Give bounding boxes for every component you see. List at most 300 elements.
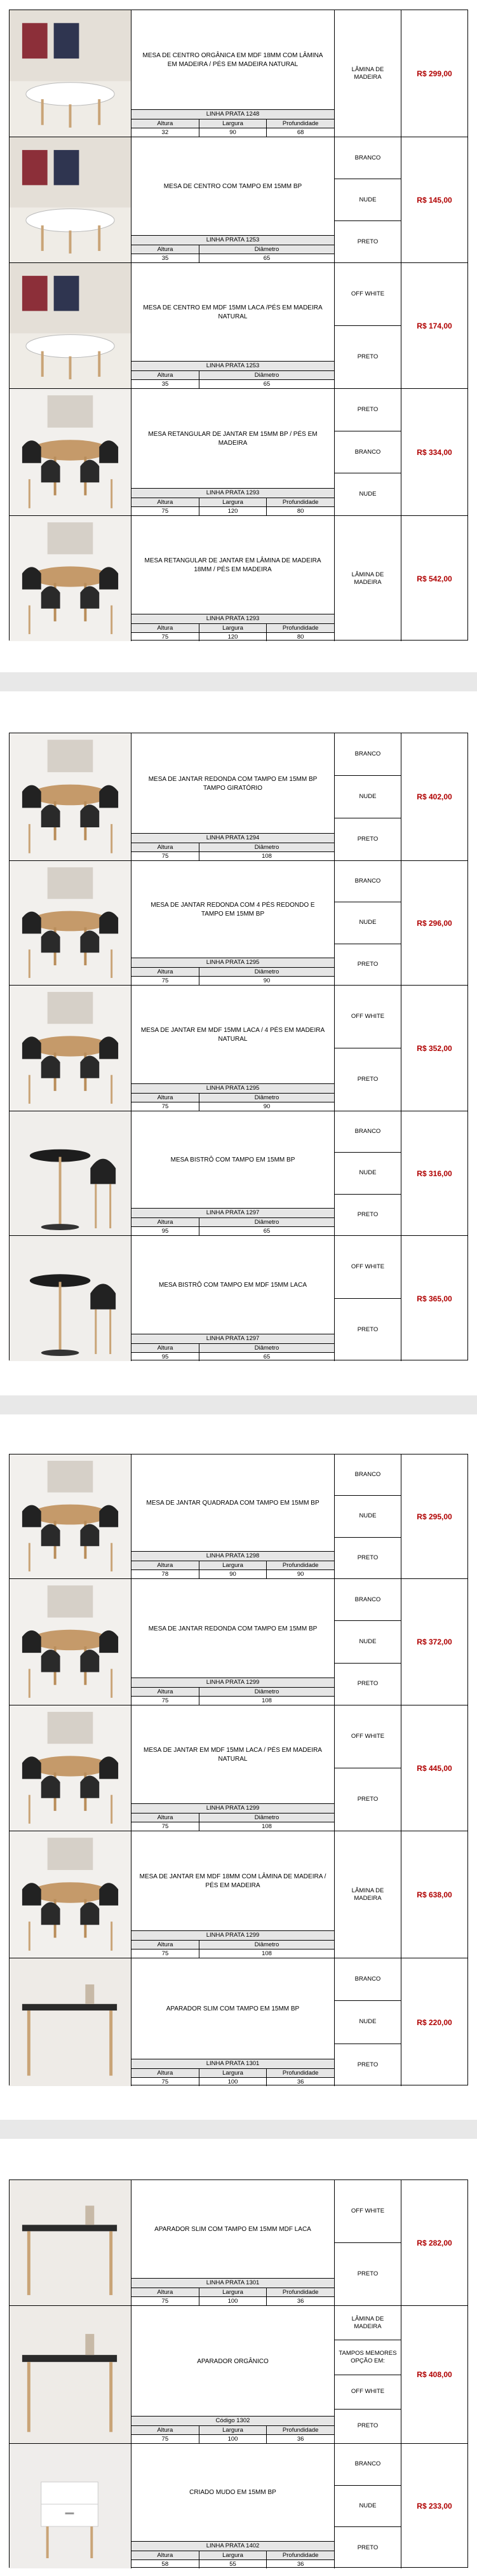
- bistro-table-photo: [10, 1111, 131, 1235]
- dimension-label: Largura: [199, 2426, 267, 2435]
- dimension-header: [131, 498, 334, 507]
- catalog-page: [9, 2179, 468, 2568]
- dimension-value: 36: [297, 2561, 304, 2568]
- product-specs: [131, 614, 334, 641]
- dimension-value: 68: [297, 129, 304, 136]
- dimension-label: Diâmetro: [199, 1094, 334, 1102]
- dimension-value: 108: [262, 1950, 272, 1957]
- dimension-label: Altura: [131, 2288, 199, 2297]
- product-price: R$ 174,00: [417, 321, 452, 330]
- dimension-value: 36: [297, 2078, 304, 2085]
- dimension-value: 75: [131, 1822, 199, 1831]
- product-price: R$ 638,00: [417, 1890, 452, 1899]
- product-description-cell: [131, 1236, 335, 1361]
- color-option: NUDE: [335, 2001, 401, 2044]
- product-description: MESA BISTRÔ COM TAMPO EM 15MM BP: [170, 1156, 295, 1163]
- product-description: MESA DE JANTAR REDONDA COM TAMPO EM 15MM BP TAMPO GIRATÓRIO: [148, 775, 318, 792]
- color-option: PRETO: [335, 389, 401, 431]
- product-line: LINHA PRATA 1295: [131, 1083, 334, 1094]
- color-option: BRANCO: [335, 1111, 401, 1153]
- color-option: LÂMINA DE MADEIRA: [351, 1887, 384, 1902]
- color-options: [335, 263, 401, 388]
- color-options: [335, 1705, 401, 1831]
- dimension-header: [131, 2069, 334, 2078]
- dimension-label: Profundidade: [267, 2426, 334, 2435]
- product-description: MESA DE JANTAR REDONDA COM 4 PÉS REDONDO E TAMPO EM 15MM BP: [151, 902, 315, 918]
- product-description: APARADOR SLIM COM TAMPO EM 15MM MDF LACA: [154, 2226, 311, 2233]
- product-specs: [131, 833, 334, 860]
- dimension-label: Diâmetro: [199, 1344, 334, 1353]
- product-line: LINHA PRATA 1293: [131, 614, 334, 624]
- product-price: R$ 295,00: [417, 1512, 452, 1521]
- product-specs: [131, 361, 334, 388]
- product-row: [10, 986, 467, 1111]
- dimension-values: [131, 1102, 334, 1111]
- dimension-values: [131, 2560, 334, 2568]
- dimension-value: 90: [297, 1571, 304, 1578]
- color-options: [335, 1579, 401, 1705]
- dimension-value: 65: [263, 255, 271, 262]
- dining-set-photo: [10, 1831, 131, 1958]
- color-options: [335, 1958, 401, 2086]
- product-price: R$ 352,00: [417, 1043, 452, 1053]
- product-line: LINHA PRATA 1402: [131, 2541, 334, 2551]
- product-description-cell: [131, 389, 335, 515]
- dimension-label: Largura: [199, 624, 267, 633]
- dimension-label: Altura: [131, 1941, 199, 1949]
- dining-set-photo: [10, 389, 131, 515]
- dimension-values: [131, 1949, 334, 1958]
- dimension-value: 120: [199, 633, 267, 641]
- dimension-values: [131, 1353, 334, 1361]
- product-description: CRIADO MUDO EM 15MM BP: [189, 2489, 276, 2496]
- dimension-header: [131, 968, 334, 977]
- product-line: LINHA PRATA 1248: [131, 109, 334, 119]
- dimension-label: Altura: [131, 843, 199, 852]
- dimension-label: Largura: [199, 119, 267, 128]
- dimension-label: Altura: [131, 1561, 199, 1570]
- dimension-values: [131, 380, 334, 388]
- product-description-cell: [131, 986, 335, 1111]
- dimension-values: [131, 977, 334, 985]
- dimension-header: [131, 1688, 334, 1697]
- product-row: [10, 137, 467, 263]
- dimension-label: Largura: [199, 1561, 267, 1570]
- product-description: MESA RETANGULAR DE JANTAR EM LÂMINA DE MADEIRA 18MM / PÉS EM MADEIRA: [144, 557, 321, 573]
- dimension-value: 75: [131, 1102, 199, 1111]
- dimension-value: 35: [131, 254, 199, 262]
- product-price: R$ 316,00: [417, 1169, 452, 1178]
- dimension-values: [131, 2435, 334, 2443]
- product-specs: [131, 2541, 334, 2568]
- color-option: LÂMINA DE MADEIRA: [351, 65, 384, 81]
- product-specs: [131, 1930, 334, 1958]
- product-line: LINHA PRATA 1299: [131, 1803, 334, 1813]
- dining-set-photo: [10, 861, 131, 985]
- product-row: [10, 861, 467, 986]
- dimension-value: 100: [199, 2078, 267, 2086]
- product-description: MESA DE CENTRO COM TAMPO EM 15MM BP: [163, 183, 302, 190]
- dimension-label: Altura: [131, 968, 199, 977]
- color-option: PRETO: [357, 1554, 379, 1561]
- dimension-label: Diâmetro: [199, 968, 334, 977]
- color-options: [335, 2444, 401, 2568]
- dimension-label: Profundidade: [267, 624, 334, 633]
- dimension-values: [131, 507, 334, 515]
- color-option: NUDE: [335, 1153, 401, 1194]
- color-option: BRANCO: [335, 1579, 401, 1621]
- dimension-label: Altura: [131, 1344, 199, 1353]
- dimension-label: Altura: [131, 1813, 199, 1822]
- color-option: PRETO: [357, 2270, 379, 2277]
- dining-set-photo: [10, 733, 131, 860]
- color-option: OFF WHITE: [335, 1236, 401, 1299]
- dimension-label: Altura: [131, 2426, 199, 2435]
- product-line: LINHA PRATA 1298: [131, 1551, 334, 1561]
- color-option: BRANCO: [335, 137, 401, 179]
- dimension-value: 100: [199, 2435, 267, 2443]
- dimension-value: 75: [131, 2435, 199, 2443]
- product-description: MESA DE JANTAR REDONDA COM TAMPO EM 15MM BP: [148, 1625, 318, 1632]
- color-option: LÂMINA DE MADEIRA: [351, 571, 384, 586]
- color-options: [335, 2306, 401, 2443]
- console-table-photo: [10, 2180, 131, 2305]
- product-price: R$ 299,00: [417, 69, 452, 78]
- dimension-value: 75: [131, 2297, 199, 2305]
- dimension-label: Profundidade: [267, 498, 334, 507]
- catalog-page: [9, 1454, 468, 2085]
- product-row: [10, 389, 467, 516]
- dimension-value: 90: [199, 128, 267, 137]
- color-option: PRETO: [357, 960, 379, 968]
- color-options: [335, 10, 401, 137]
- dimension-label: Profundidade: [267, 2069, 334, 2078]
- product-description-cell: [131, 263, 335, 388]
- dimension-value: 75: [131, 1949, 199, 1958]
- color-option: PRETO: [357, 2544, 379, 2551]
- dimension-label: Profundidade: [267, 119, 334, 128]
- dimension-values: [131, 1697, 334, 1705]
- dining-set-photo: [10, 1705, 131, 1831]
- dimension-label: Largura: [199, 2551, 267, 2560]
- product-specs: [131, 109, 334, 137]
- product-line: LINHA PRATA 1294: [131, 833, 334, 843]
- dimension-header: [131, 843, 334, 852]
- dimension-value: 90: [199, 1570, 267, 1578]
- product-row: [10, 1958, 467, 2086]
- product-price: R$ 402,00: [417, 792, 452, 801]
- color-option: PRETO: [357, 1326, 379, 1333]
- product-line: LINHA PRATA 1297: [131, 1334, 334, 1344]
- bistro-table-photo: [10, 1236, 131, 1361]
- product-specs: [131, 2278, 334, 2305]
- color-option: NUDE: [335, 1621, 401, 1663]
- dimension-value: 32: [131, 128, 199, 137]
- dining-set-photo: [10, 516, 131, 641]
- dimension-label: Diâmetro: [199, 1218, 334, 1227]
- color-option: NUDE: [335, 1496, 401, 1537]
- dimension-label: Altura: [131, 624, 199, 633]
- product-price: R$ 365,00: [417, 1294, 452, 1303]
- dimension-value: 36: [297, 2298, 304, 2305]
- product-description: APARADOR SLIM COM TAMPO EM 15MM BP: [166, 2005, 300, 2012]
- dimension-label: Altura: [131, 2069, 199, 2078]
- dimension-value: 55: [199, 2560, 267, 2568]
- dimension-value: 75: [131, 633, 199, 641]
- product-specs: [131, 1803, 334, 1831]
- console-table-photo: [10, 2306, 131, 2443]
- dimension-header: [131, 245, 334, 254]
- color-options: [335, 516, 401, 641]
- color-option: OFF WHITE: [335, 263, 401, 326]
- product-specs: [131, 1334, 334, 1361]
- dimension-label: Profundidade: [267, 1561, 334, 1570]
- color-option: BRANCO: [335, 1958, 401, 2001]
- product-row: [10, 2180, 467, 2306]
- product-line: LINHA PRATA 1293: [131, 488, 334, 498]
- dimension-header: [131, 1094, 334, 1102]
- dimension-values: [131, 852, 334, 860]
- page-separator: [0, 672, 477, 691]
- product-row: [10, 2306, 467, 2444]
- product-specs: [131, 958, 334, 985]
- product-description-cell: [131, 733, 335, 860]
- dimension-value: 80: [297, 508, 304, 515]
- dimension-label: Diâmetro: [199, 843, 334, 852]
- color-option: PRETO: [357, 1076, 379, 1083]
- dimension-label: Altura: [131, 1218, 199, 1227]
- product-price: R$ 445,00: [417, 1763, 452, 1773]
- product-price: R$ 145,00: [417, 195, 452, 205]
- product-price: R$ 233,00: [417, 2502, 452, 2511]
- dimension-label: Diâmetro: [199, 245, 334, 254]
- product-line: LINHA PRATA 1299: [131, 1930, 334, 1941]
- product-line: LINHA PRATA 1299: [131, 1678, 334, 1688]
- nightstand-photo: [10, 2444, 131, 2568]
- color-options: [335, 2180, 401, 2305]
- product-row: [10, 1454, 467, 1579]
- product-row: [10, 516, 467, 641]
- dimension-value: 95: [131, 1353, 199, 1361]
- color-option: BRANCO: [335, 2444, 401, 2486]
- product-line: LINHA PRATA 1301: [131, 2278, 334, 2288]
- dimension-value: 75: [131, 507, 199, 515]
- dimension-values: [131, 254, 334, 262]
- dimension-label: Profundidade: [267, 2288, 334, 2297]
- color-option: OFF WHITE: [335, 2375, 401, 2410]
- dimension-label: Largura: [199, 2288, 267, 2297]
- dimension-label: Diâmetro: [199, 1941, 334, 1949]
- dining-set-photo: [10, 1579, 131, 1705]
- dimension-header: [131, 1941, 334, 1949]
- product-description: MESA DE CENTRO ORGÂNICA EM MDF 18MM COM LÂMINA EM MADEIRA / PÉS EM MADEIRA NATURAL: [142, 52, 323, 68]
- dimension-value: 65: [263, 1228, 271, 1235]
- dimension-label: Altura: [131, 245, 199, 254]
- color-option: NUDE: [335, 902, 401, 944]
- dimension-label: Diâmetro: [199, 371, 334, 380]
- product-description-cell: [131, 861, 335, 985]
- product-description-cell: [131, 1831, 335, 1958]
- color-option: NUDE: [359, 491, 377, 498]
- dimension-values: [131, 1227, 334, 1235]
- dimension-values: [131, 2297, 334, 2305]
- product-description-cell: [131, 1454, 335, 1578]
- dimension-header: [131, 2426, 334, 2435]
- dimension-value: 95: [131, 1227, 199, 1235]
- dimension-header: [131, 371, 334, 380]
- product-line: LINHA PRATA 1297: [131, 1208, 334, 1218]
- dimension-label: Altura: [131, 1688, 199, 1697]
- color-options: [335, 1831, 401, 1958]
- color-option: PRETO: [357, 353, 379, 360]
- dimension-value: 65: [263, 381, 271, 388]
- product-description: MESA DE JANTAR QUADRADA COM TAMPO EM 15MM BP: [146, 1500, 319, 1507]
- product-row: [10, 263, 467, 389]
- product-line: Código 1302: [131, 2416, 334, 2426]
- color-option: BRANCO: [335, 861, 401, 902]
- product-description-cell: [131, 1958, 335, 2086]
- color-option: PRETO: [357, 836, 379, 843]
- product-description: MESA DE JANTAR EM MDF 15MM LACA / 4 PÉS EM MADEIRA NATURAL: [140, 1027, 325, 1043]
- product-description-cell: [131, 2444, 335, 2568]
- product-row: [10, 1705, 467, 1831]
- dimension-value: 75: [131, 977, 199, 985]
- color-options: [335, 1454, 401, 1578]
- catalog-page: [9, 10, 468, 641]
- color-option: LÂMINA DE MADEIRA: [335, 2306, 401, 2340]
- color-option: BRANCO: [335, 431, 401, 474]
- color-options: [335, 1111, 401, 1235]
- dimension-value: 36: [297, 2436, 304, 2443]
- dimension-header: [131, 1813, 334, 1822]
- dimension-header: [131, 1344, 334, 1353]
- product-price: R$ 372,00: [417, 1637, 452, 1646]
- coffee-table-photo: [10, 137, 131, 262]
- dimension-value: 100: [199, 2297, 267, 2305]
- product-description: MESA RETANGULAR DE JANTAR EM 15MM BP / PÉS EM MADEIRA: [148, 431, 318, 447]
- catalog-page: [9, 733, 468, 1360]
- dimension-header: [131, 624, 334, 633]
- dimension-value: 108: [262, 1697, 272, 1704]
- product-description-cell: [131, 137, 335, 262]
- color-options: [335, 986, 401, 1111]
- dimension-value: 78: [131, 1570, 199, 1578]
- product-row: [10, 1111, 467, 1236]
- product-line: LINHA PRATA 1295: [131, 958, 334, 968]
- product-specs: [131, 2416, 334, 2443]
- dimension-label: Altura: [131, 1094, 199, 1102]
- color-option: PRETO: [357, 2061, 379, 2068]
- color-option: OFF WHITE: [335, 986, 401, 1048]
- color-option: NUDE: [335, 179, 401, 221]
- dimension-label: Largura: [199, 498, 267, 507]
- dimension-values: [131, 633, 334, 641]
- color-option: NUDE: [335, 776, 401, 818]
- coffee-table-photo: [10, 10, 131, 137]
- color-option: TAMPOS MEMORES OPÇÃO EM:: [335, 2340, 401, 2375]
- color-option: PRETO: [357, 1796, 379, 1803]
- dimension-label: Largura: [199, 2069, 267, 2078]
- product-price: R$ 408,00: [417, 2370, 452, 2379]
- dining-set-photo: [10, 1454, 131, 1578]
- color-option: BRANCO: [335, 1454, 401, 1496]
- color-option: PRETO: [357, 1210, 379, 1218]
- product-row: [10, 733, 467, 861]
- dimension-values: [131, 2078, 334, 2086]
- dimension-value: 35: [131, 380, 199, 388]
- dimension-value: 90: [263, 1103, 271, 1110]
- product-specs: [131, 235, 334, 262]
- product-line: LINHA PRATA 1253: [131, 235, 334, 245]
- console-table-photo: [10, 1958, 131, 2086]
- dimension-label: Altura: [131, 498, 199, 507]
- product-specs: [131, 2059, 334, 2086]
- color-options: [335, 861, 401, 985]
- dimension-values: [131, 128, 334, 137]
- dimension-label: Altura: [131, 371, 199, 380]
- product-description: MESA BISTRÔ COM TAMPO EM MDF 15MM LACA: [159, 1281, 307, 1289]
- product-row: [10, 1831, 467, 1958]
- product-description: APARADOR ORGÂNICO: [197, 2357, 269, 2365]
- product-line: LINHA PRATA 1253: [131, 361, 334, 371]
- color-option: PRETO: [357, 238, 379, 245]
- dimension-value: 108: [262, 1823, 272, 1830]
- color-option: PRETO: [357, 2422, 379, 2430]
- dimension-label: Altura: [131, 2551, 199, 2560]
- product-specs: [131, 1551, 334, 1578]
- dining-set-photo: [10, 986, 131, 1111]
- color-option: OFF WHITE: [335, 2180, 401, 2243]
- color-options: [335, 1236, 401, 1361]
- color-option: OFF WHITE: [335, 1705, 401, 1768]
- dimension-value: 120: [199, 507, 267, 515]
- color-options: [335, 733, 401, 860]
- dimension-value: 75: [131, 1697, 199, 1705]
- dimension-value: 75: [131, 2078, 199, 2086]
- product-specs: [131, 1208, 334, 1235]
- product-description: MESA DE JANTAR EM MDF 18MM COM LÂMINA DE MADEIRA / PÉS EM MADEIRA: [139, 1873, 326, 1889]
- product-description-cell: [131, 1579, 335, 1705]
- dimension-label: Diâmetro: [199, 1813, 334, 1822]
- color-option: BRANCO: [335, 733, 401, 776]
- dimension-header: [131, 119, 334, 128]
- dimension-value: 108: [262, 853, 272, 860]
- dimension-header: [131, 1218, 334, 1227]
- product-description: MESA DE CENTRO EM MDF 15MM LACA /PÉS EM MADEIRA NATURAL: [143, 304, 323, 320]
- dimension-value: 80: [297, 634, 304, 641]
- dimension-label: Profundidade: [267, 2551, 334, 2560]
- product-specs: [131, 1678, 334, 1705]
- product-price: R$ 334,00: [417, 447, 452, 457]
- dimension-label: Diâmetro: [199, 1688, 334, 1697]
- product-description-cell: [131, 1111, 335, 1235]
- dimension-values: [131, 1570, 334, 1578]
- color-option: PRETO: [357, 1680, 379, 1688]
- product-line: LINHA PRATA 1301: [131, 2059, 334, 2069]
- color-options: [335, 389, 401, 515]
- product-description-cell: [131, 10, 335, 137]
- product-price: R$ 542,00: [417, 574, 452, 583]
- color-options: [335, 137, 401, 262]
- product-price: R$ 220,00: [417, 2017, 452, 2027]
- dimension-header: [131, 1561, 334, 1570]
- product-description: MESA DE JANTAR EM MDF 15MM LACA / PÉS EM MADEIRA NATURAL: [144, 1747, 322, 1763]
- dimension-value: 58: [131, 2560, 199, 2568]
- product-row: [10, 1579, 467, 1705]
- product-specs: [131, 1083, 334, 1111]
- dimension-values: [131, 1822, 334, 1831]
- dimension-value: 90: [263, 977, 271, 984]
